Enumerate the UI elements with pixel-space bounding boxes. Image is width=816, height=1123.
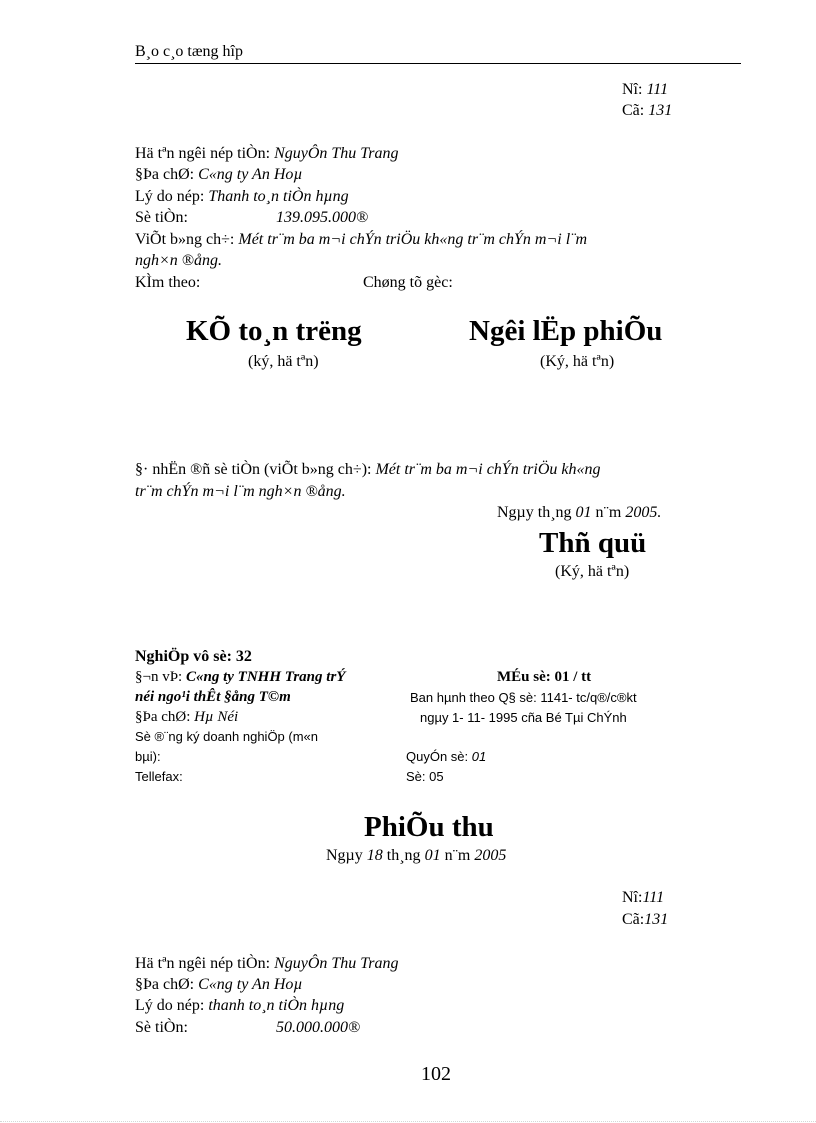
telefax-label: Tellefax: — [135, 769, 183, 784]
address-value: C«ng ty An Hoµ — [198, 166, 303, 183]
receipt-date-month: 01 — [424, 847, 441, 864]
receipt-date-mid1: th¸ng — [386, 847, 421, 864]
received-date — [497, 503, 661, 523]
receipt-date-mid2: n¨m — [444, 847, 471, 864]
address-label: §Þa chØ: — [135, 166, 195, 183]
unit-address-label: §Þa chØ: — [135, 709, 191, 725]
receipt-date-day: 18 — [366, 847, 383, 864]
date-month: 01 — [575, 504, 592, 521]
credit-line — [622, 101, 672, 121]
credit-label-2: Cã: — [622, 911, 645, 928]
original-docs-label: Chøng tõ gèc: — [363, 274, 453, 291]
receipt-date-year: 2005 — [474, 847, 507, 864]
receipt-date-prefix: Ngµy — [326, 847, 363, 864]
reason-label-2: Lý do nép: — [135, 997, 205, 1014]
creator-title: Ngêi lËp phiÕu — [469, 315, 663, 347]
received-value: Mét tr¨m ba m¬i chÝn triÖu kh«ng — [375, 461, 601, 478]
debit-value: 111 — [646, 81, 669, 98]
unit-address-line — [135, 708, 238, 727]
creator-note: (Ký, hä tªn) — [540, 353, 615, 370]
received-label: §· nhËn ®ñ sè tiÒn (viÕt b»ng ch÷): — [135, 461, 372, 478]
page-header-title: B¸o c¸o tæng hîp — [135, 43, 243, 60]
receipt-title: PhiÕu thu — [364, 811, 494, 843]
registration-label: Sè ®¨ng ký doanh nghiÖp (m«n — [135, 729, 319, 744]
receipt-date — [326, 846, 506, 866]
treasurer-note: (Ký, hä tªn) — [555, 563, 630, 580]
amount-value: 139.095.000® — [276, 209, 369, 226]
issued-by-continued: ngµy 1- 11- 1995 cña Bé Tµi ChÝnh — [420, 710, 627, 725]
payer-value: NguyÔn Thu Trang — [274, 145, 399, 162]
chief-accountant-note: (ký, hä tªn) — [248, 353, 319, 370]
payer-value-2: NguyÔn Thu Trang — [274, 955, 399, 972]
book-number-line — [406, 747, 486, 767]
received-value-continued: tr¨m chÝn m¬i l¨m ngh×n ®ång. — [135, 483, 346, 500]
reason-line — [135, 187, 349, 207]
unit-address-value: Hµ Néi — [194, 709, 239, 725]
payer-label: Hä tªn ngêi nép tiÒn: — [135, 145, 271, 162]
amount-value-2: 50.000.000® — [276, 1019, 361, 1036]
payer-line — [135, 144, 399, 164]
date-year: 2005. — [625, 504, 662, 521]
debit-value-2: 111 — [642, 889, 665, 906]
unit-label: §¬n vÞ: — [135, 669, 183, 685]
address-line-2 — [135, 975, 303, 995]
issued-by: Ban hµnh theo Q§ sè: 1141- tc/q®/c®kt — [410, 690, 637, 705]
words-value-continued: ngh×n ®ång. — [135, 252, 222, 269]
address-value-2: C«ng ty An Hoµ — [198, 976, 303, 993]
received-line — [135, 460, 600, 480]
treasurer-title: Thñ quü — [539, 527, 647, 559]
debit-line-2 — [622, 888, 664, 908]
amount-label-2: Sè tiÒn: — [135, 1019, 188, 1036]
debit-line — [622, 80, 668, 100]
address-label-2: §Þa chØ: — [135, 976, 195, 993]
debit-label: Nî: — [622, 81, 643, 98]
credit-value-2: 131 — [644, 911, 669, 928]
page-bottom-edge — [0, 1121, 816, 1122]
words-line — [135, 230, 587, 250]
form-number: MÉu sè: 01 / tt — [497, 669, 592, 685]
page-number: 102 — [421, 1063, 451, 1085]
credit-value: 131 — [648, 102, 673, 119]
reason-value-2: thanh to¸n tiÒn hµng — [208, 997, 345, 1014]
amount-label: Sè tiÒn: — [135, 209, 188, 226]
unit-value-continued: néi ngo¹i thÊt §ång T©m — [135, 689, 291, 705]
attachment-label: KÌm theo: — [135, 274, 201, 291]
operation-number: NghiÖp vô sè: 32 — [135, 648, 252, 665]
address-line — [135, 165, 303, 185]
payer-line-2 — [135, 954, 399, 974]
words-label: ViÕt b»ng ch÷: — [135, 231, 235, 248]
credit-line-2 — [622, 910, 668, 930]
unit-value: C«ng ty TNHH Trang trÝ — [185, 669, 346, 685]
receipt-number: Sè: 05 — [406, 769, 444, 784]
date-mid: n¨m — [595, 504, 622, 521]
book-number-label: QuyÓn sè: — [406, 749, 469, 764]
registration-label-continued: bµi): — [135, 749, 161, 764]
payer-label-2: Hä tªn ngêi nép tiÒn: — [135, 955, 271, 972]
debit-label-2: Nî: — [622, 889, 643, 906]
reason-value: Thanh to¸n tiÒn hµng — [208, 188, 349, 205]
reason-label: Lý do nép: — [135, 188, 205, 205]
header-rule — [135, 63, 741, 64]
credit-label: Cã: — [622, 102, 645, 119]
words-value: Mét tr¨m ba m¬i chÝn triÖu kh«ng tr¨m chÝn m¬i l¨m — [238, 231, 588, 248]
book-number-value: 01 — [471, 749, 487, 764]
date-prefix: Ngµy th¸ng — [497, 504, 572, 521]
reason-line-2 — [135, 996, 344, 1016]
chief-accountant-title: KÕ to¸n trëng — [186, 315, 362, 347]
unit-line — [135, 668, 345, 687]
